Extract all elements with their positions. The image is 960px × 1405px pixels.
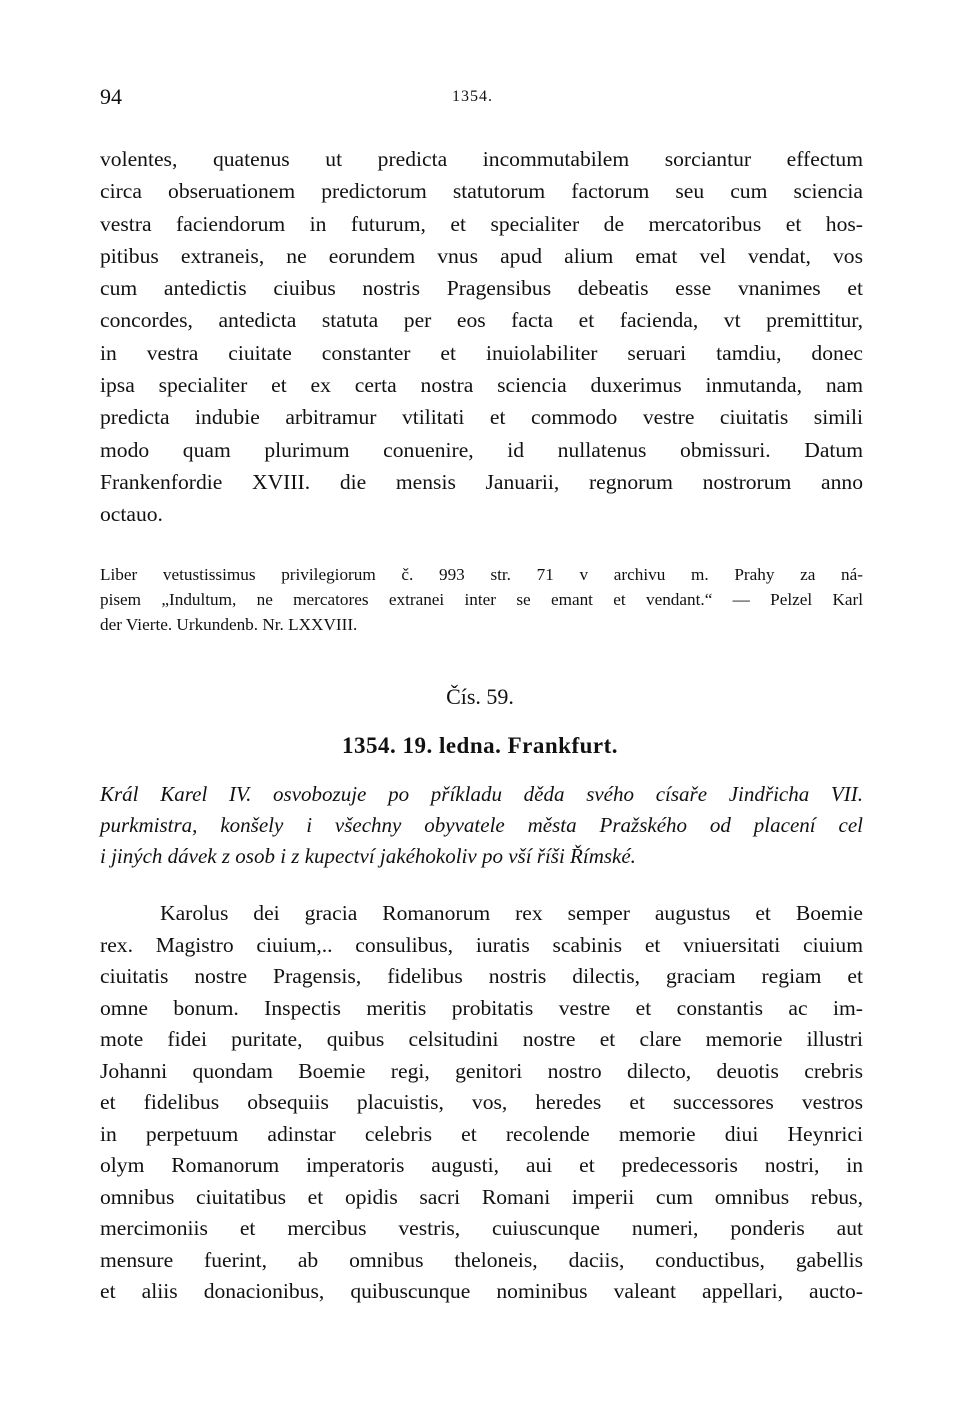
- document-regest: [100, 779, 863, 872]
- text-line: Johanni quondam Boemie regi, genitori nostro dilecto, deuotis crebris: [100, 1058, 863, 1083]
- continued-charter-text: [100, 143, 863, 531]
- regest-line: purkmistra, konšely i všechny obyvatele města Pražského od placení cel: [100, 813, 863, 837]
- text-line: predicta indubie arbitramur vtilitati et commodo vestre ciuitatis simili: [100, 405, 863, 430]
- text-line: in perpetuum adinstar celebris et recolende memorie diui Heynrici: [100, 1121, 863, 1146]
- document-heading: 1354. 19. ledna. Frankfurt.: [341, 733, 619, 758]
- text-line: Karolus dei gracia Romanorum rex semper augustus et Boemie: [160, 901, 863, 925]
- note-line: Liber vetustissimus privilegiorum č. 993 str. 71 v archivu m. Prahy za ná-: [100, 565, 863, 584]
- document-number: Čís. 59.: [446, 684, 514, 709]
- text-line: cum antedictis ciuibus nostris Pragensibus debeatis esse vnanimes et: [100, 276, 863, 301]
- text-line: et fidelibus obsequiis placuistis, vos, heredes et successores vestros: [100, 1090, 863, 1114]
- charter-text: [100, 898, 863, 1308]
- text-line: ipsa specialiter et ex certa nostra sciencia duxerimus inmutanda, nam: [100, 373, 863, 398]
- note-line: pisem „Indultum, ne mercatores extranei inter se emant et vendant.“ — Pelzel Karl: [100, 590, 863, 609]
- regest-line: Král Karel IV. osvobozuje po příkladu děda svého císaře Jindřicha VII.: [100, 782, 863, 806]
- text-line: modo quam plurimum conuenire, id nullatenus obmissuri. Datum: [100, 437, 863, 462]
- text-line: omne bonum. Inspectis meritis probitatis vestre et constantis ac im-: [100, 995, 863, 1020]
- text-line: circa obseruationem predictorum statutorum factorum seu cum sciencia: [100, 179, 863, 204]
- page-number: 94: [100, 84, 122, 109]
- text-line: mote fidei puritate, quibus celsitudini nostre et clare memorie illustri: [100, 1027, 863, 1051]
- source-note: [100, 562, 863, 637]
- text-line: et aliis donacionibus, quibuscunque nominibus valeant appellari, aucto-: [100, 1279, 863, 1303]
- text-line: Frankenfordie XVIII. die mensis Januarii, regnorum nostrorum anno: [100, 469, 863, 494]
- text-line: volentes, quatenus ut predicta incommutabilem sorciantur effectum: [100, 147, 863, 171]
- text-line: concordes, antedicta statuta per eos facta et facienda, vt premittitur,: [100, 308, 863, 333]
- text-line: ciuitatis nostre Pragensis, fidelibus nostris dilectis, graciam regiam et: [100, 964, 863, 988]
- text-line: mercimoniis et mercibus vestris, cuiuscunque numeri, ponderis aut: [100, 1216, 863, 1240]
- text-line: rex. Magistro ciuium,.. consulibus, iuratis scabinis et vniuersitati ciuium: [100, 932, 863, 957]
- running-head-year: 1354.: [452, 88, 493, 105]
- text-line: vestra faciendorum in futurum, et specialiter de mercatoribus et hos-: [100, 211, 863, 236]
- note-line: der Vierte. Urkundenb. Nr. LXXVIII.: [100, 615, 358, 634]
- regest-line: i jiných dávek z osob i z kupectví jakéhokoliv po vší říši Římské.: [100, 844, 636, 868]
- text-line: in vestra ciuitate constanter et inuiolabiliter seruari tamdiu, donec: [100, 340, 863, 365]
- text-line: octauo.: [100, 502, 163, 527]
- text-line: olym Romanorum imperatoris augusti, aui et predecessoris nostri, in: [100, 1153, 863, 1177]
- text-line: omnibus ciuitatibus et opidis sacri Romani imperii cum omnibus rebus,: [100, 1184, 863, 1209]
- text-line: pitibus extraneis, ne eorundem vnus apud alium emat vel vendat, vos: [100, 243, 863, 268]
- text-line: mensure fuerint, ab omnibus theloneis, daciis, conductibus, gabellis: [100, 1247, 863, 1272]
- running-head: [100, 84, 860, 114]
